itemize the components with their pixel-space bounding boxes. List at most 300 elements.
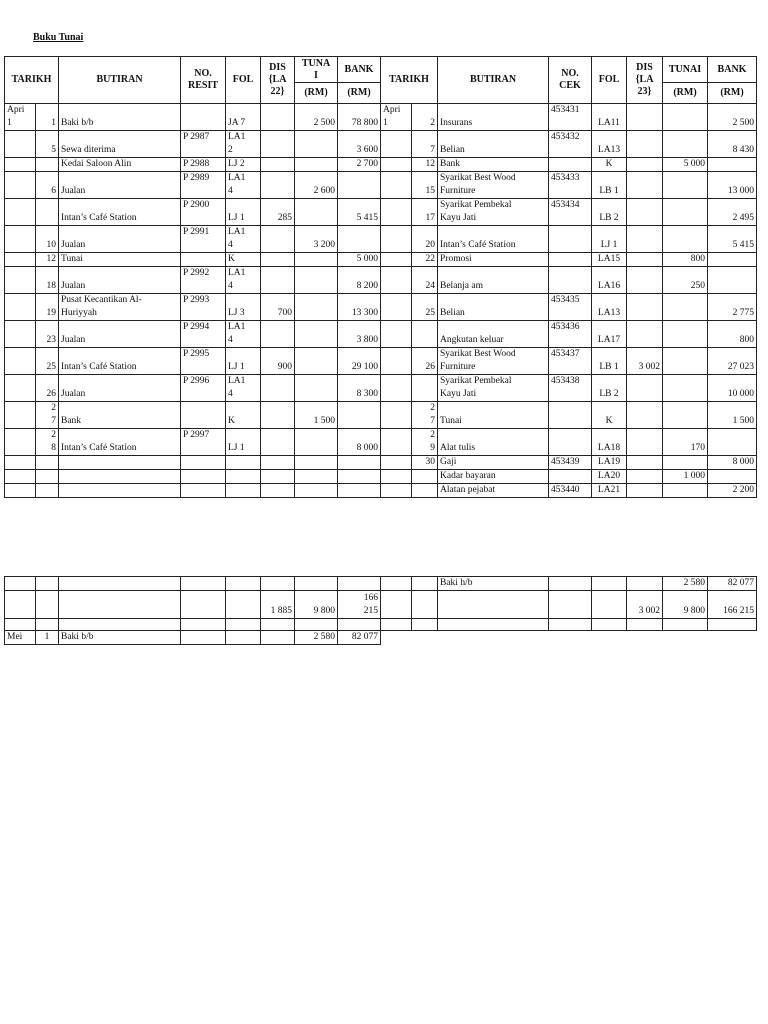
entry-folio: LJ 1: [226, 199, 261, 226]
entry-discount: [627, 158, 663, 172]
entry-folio: LA1 4: [226, 321, 261, 348]
entry-receipt-no: [181, 104, 226, 131]
entry-day: 25: [36, 348, 59, 375]
entry-discount: [261, 456, 295, 470]
entry-cheque-no: [549, 267, 592, 294]
balance-cd-bank: 82 077: [708, 577, 757, 591]
entry-bank: 5 000: [338, 253, 381, 267]
entry-receipt-no: P 2991: [181, 226, 226, 253]
entry-folio: LA21: [592, 484, 627, 498]
entry-month: [381, 158, 412, 172]
entry-bank: [708, 267, 757, 294]
entry-folio: LJ 1: [226, 348, 261, 375]
entry-particulars: [59, 484, 181, 498]
entry-receipt-no: P 2989: [181, 172, 226, 199]
entry-cheque-no: 453438: [549, 375, 592, 402]
entry-bank: 800: [708, 321, 757, 348]
entry-cheque-no: [549, 402, 592, 429]
entry-bank: [338, 172, 381, 199]
entry-discount: [261, 226, 295, 253]
entry-day: [412, 321, 438, 348]
entry-folio: K: [226, 253, 261, 267]
entry-receipt-no: P 2900: [181, 199, 226, 226]
table-row: [5, 577, 757, 591]
entry-particulars: Bank: [59, 402, 181, 429]
table-row: [5, 267, 757, 294]
entry-month: [5, 484, 36, 498]
cash-book-table: [4, 56, 757, 498]
header-bank: BANK: [708, 57, 757, 83]
entry-discount: [261, 131, 295, 158]
entry-tunai: 250: [663, 267, 708, 294]
entry-month: [5, 267, 36, 294]
total-right-diskaun: 3 002: [627, 591, 663, 619]
entry-receipt-no: [181, 470, 226, 484]
entry-folio: LA11: [592, 104, 627, 131]
entry-month: [381, 348, 412, 375]
entry-particulars: Jualan: [59, 172, 181, 199]
entry-discount: [627, 267, 663, 294]
entry-tunai: [295, 158, 338, 172]
entry-cheque-no: 453431: [549, 104, 592, 131]
entry-tunai: [295, 253, 338, 267]
entry-tunai: 1 000: [663, 470, 708, 484]
entry-tunai: 5 000: [663, 158, 708, 172]
entry-discount: [261, 158, 295, 172]
entry-day: [36, 456, 59, 470]
entry-particulars: Jualan: [59, 267, 181, 294]
entry-cheque-no: 453434: [549, 199, 592, 226]
entry-tunai: 170: [663, 429, 708, 456]
total-right-tunai: 9 800: [663, 591, 708, 619]
entry-receipt-no: P 2996: [181, 375, 226, 402]
entry-folio: LB 2: [592, 199, 627, 226]
entry-month: [5, 429, 36, 456]
entry-day: 12: [412, 158, 438, 172]
entry-folio: LA18: [592, 429, 627, 456]
entry-day: 2 9: [412, 429, 438, 456]
header-unit-rm: (RM): [663, 83, 708, 104]
entry-receipt-no: [181, 253, 226, 267]
entry-discount: [627, 226, 663, 253]
cash-book-totals-table: [4, 576, 757, 645]
entry-particulars: Angkutan keluar: [438, 321, 549, 348]
entry-day: [36, 470, 59, 484]
entry-particulars: Bank: [438, 158, 549, 172]
entry-day: [36, 199, 59, 226]
entry-month: [5, 321, 36, 348]
entry-discount: 285: [261, 199, 295, 226]
entry-discount: [261, 375, 295, 402]
entry-month: [5, 158, 36, 172]
total-left-diskaun: 1 885: [261, 591, 295, 619]
entry-cheque-no: [549, 158, 592, 172]
entry-discount: [261, 172, 295, 199]
entry-folio: JA 7: [226, 104, 261, 131]
entry-receipt-no: P 2993: [181, 294, 226, 321]
header-unit-rm: (RM): [708, 83, 757, 104]
entry-day: 25: [412, 294, 438, 321]
entry-discount: [627, 484, 663, 498]
header-tunai: TUNAI: [663, 57, 708, 83]
entry-folio: [226, 470, 261, 484]
header-fol: FOL: [226, 57, 261, 104]
entry-cheque-no: 453439: [549, 456, 592, 470]
entry-particulars: Jualan: [59, 375, 181, 402]
entry-folio: K: [226, 402, 261, 429]
entry-folio: LA1 4: [226, 172, 261, 199]
entry-tunai: [295, 429, 338, 456]
entry-discount: [261, 429, 295, 456]
entry-month: Apri 1: [381, 104, 412, 131]
balance-bd-label: Baki b/b: [59, 631, 181, 645]
page-title: Buku Tunai: [33, 32, 84, 43]
table-row: [5, 429, 757, 456]
entry-particulars: Tunai: [59, 253, 181, 267]
entry-tunai: [663, 104, 708, 131]
entry-bank: [708, 253, 757, 267]
entry-bank: 27 023: [708, 348, 757, 375]
entry-tunai: [663, 348, 708, 375]
balance-bd-month: Mei: [5, 631, 36, 645]
entry-particulars: Belian: [438, 131, 549, 158]
entry-cheque-no: 453435: [549, 294, 592, 321]
entry-cheque-no: 453440: [549, 484, 592, 498]
entry-receipt-no: [181, 456, 226, 470]
entry-bank: 1 500: [708, 402, 757, 429]
entry-particulars: Syarikat Pembekal Kayu Jati: [438, 199, 549, 226]
entry-day: 15: [412, 172, 438, 199]
entry-bank: 10 000: [708, 375, 757, 402]
entry-discount: 3 002: [627, 348, 663, 375]
entry-particulars: Alat tulis: [438, 429, 549, 456]
table-row: [5, 321, 757, 348]
entry-receipt-no: P 2995: [181, 348, 226, 375]
entry-bank: [338, 226, 381, 253]
entry-folio: [226, 456, 261, 470]
entry-month: Apri 1: [5, 104, 36, 131]
entry-folio: LA13: [592, 294, 627, 321]
entry-discount: [261, 402, 295, 429]
entry-folio: [226, 484, 261, 498]
entry-particulars: Alatan pejabat: [438, 484, 549, 498]
table-row: [5, 104, 757, 131]
table-row: [5, 199, 757, 226]
entry-day: 22: [412, 253, 438, 267]
entry-discount: [261, 484, 295, 498]
header-tarikh: TARIKH: [381, 57, 438, 104]
entry-day: 26: [36, 375, 59, 402]
entry-folio: LJ 3: [226, 294, 261, 321]
entry-day: 26: [412, 348, 438, 375]
header-diskaun-la23: DIS {LA 23}: [627, 57, 663, 104]
entry-cheque-no: 453432: [549, 131, 592, 158]
table-row: [5, 226, 757, 253]
entry-bank: 2 200: [708, 484, 757, 498]
entry-particulars: Sewa diterima: [59, 131, 181, 158]
entry-month: [5, 456, 36, 470]
entry-month: [5, 253, 36, 267]
entry-discount: [627, 375, 663, 402]
entry-particulars: Pusat Kecantikan Al- Huriyyah: [59, 294, 181, 321]
table-row: [5, 631, 757, 645]
entry-discount: [261, 321, 295, 348]
entry-particulars: [59, 456, 181, 470]
entry-folio: LJ 1: [226, 429, 261, 456]
entry-cheque-no: [549, 226, 592, 253]
entry-particulars: Syarikat Pembekal Kayu Jati: [438, 375, 549, 402]
entry-discount: [627, 470, 663, 484]
entry-discount: [261, 253, 295, 267]
entry-day: 19: [36, 294, 59, 321]
entry-day: 2: [412, 104, 438, 131]
header-diskaun-la22: DIS {LA 22}: [261, 57, 295, 104]
entry-day: [36, 484, 59, 498]
entry-discount: [627, 172, 663, 199]
entry-day: [412, 484, 438, 498]
entry-particulars: Kadar bayaran: [438, 470, 549, 484]
entry-particulars: Belian: [438, 294, 549, 321]
entry-discount: [627, 294, 663, 321]
entry-month: [381, 199, 412, 226]
header-unit-rm: (RM): [295, 83, 338, 104]
entry-particulars: Intan’s Café Station: [59, 348, 181, 375]
entry-folio: LB 1: [592, 348, 627, 375]
entry-discount: [627, 402, 663, 429]
entry-day: 23: [36, 321, 59, 348]
entry-tunai: [663, 226, 708, 253]
entry-receipt-no: P 2997: [181, 429, 226, 456]
entry-folio: LA1 2: [226, 131, 261, 158]
entry-month: [381, 484, 412, 498]
entry-day: 12: [36, 253, 59, 267]
entry-bank: 78 800: [338, 104, 381, 131]
entry-tunai: [295, 470, 338, 484]
entry-month: [381, 131, 412, 158]
entry-day: 30: [412, 456, 438, 470]
header-butiran: BUTIRAN: [59, 57, 181, 104]
entry-month: [381, 470, 412, 484]
header-unit-rm: (RM): [338, 83, 381, 104]
entry-day: 2 7: [412, 402, 438, 429]
entry-month: [381, 253, 412, 267]
entry-day: [412, 470, 438, 484]
entry-bank: 5 415: [708, 226, 757, 253]
entry-tunai: [295, 294, 338, 321]
entry-bank: [338, 470, 381, 484]
entry-month: [381, 172, 412, 199]
entry-bank: 2 500: [708, 104, 757, 131]
table-row: [5, 470, 757, 484]
entry-tunai: [295, 199, 338, 226]
entry-month: [381, 429, 412, 456]
entry-cheque-no: [549, 429, 592, 456]
entry-tunai: [663, 402, 708, 429]
entry-month: [5, 172, 36, 199]
header-tarikh: TARIKH: [5, 57, 59, 104]
entry-day: 6: [36, 172, 59, 199]
entry-particulars: Baki b/b: [59, 104, 181, 131]
entry-particulars: Belanja am: [438, 267, 549, 294]
entry-particulars: Intan’s Café Station: [59, 429, 181, 456]
entry-tunai: 2 500: [295, 104, 338, 131]
entry-month: [381, 321, 412, 348]
entry-folio: LA17: [592, 321, 627, 348]
entry-bank: 2 700: [338, 158, 381, 172]
entry-cheque-no: [549, 470, 592, 484]
entry-bank: 8 000: [708, 456, 757, 470]
entry-day: 1: [36, 104, 59, 131]
entry-bank: 3 600: [338, 131, 381, 158]
entry-month: [5, 199, 36, 226]
entry-tunai: 1 500: [295, 402, 338, 429]
entry-particulars: Kedai Saloon Alin: [59, 158, 181, 172]
entry-day: 17: [412, 199, 438, 226]
entry-folio: LA20: [592, 470, 627, 484]
entry-bank: 8 300: [338, 375, 381, 402]
entry-bank: 29 100: [338, 348, 381, 375]
entry-particulars: Jualan: [59, 321, 181, 348]
entry-particulars: Intan’s Café Station: [59, 199, 181, 226]
entry-folio: K: [592, 402, 627, 429]
entry-tunai: [663, 172, 708, 199]
entry-folio: LA1 4: [226, 375, 261, 402]
header-bank: BANK: [338, 57, 381, 83]
entry-folio: LA1 4: [226, 267, 261, 294]
balance-cd-tunai: 2 580: [663, 577, 708, 591]
entry-month: [5, 348, 36, 375]
table-row: [5, 172, 757, 199]
entry-tunai: [663, 321, 708, 348]
entry-bank: [708, 429, 757, 456]
entry-tunai: [295, 375, 338, 402]
header-no-resit: NO. RESIT: [181, 57, 226, 104]
header-fol: FOL: [592, 57, 627, 104]
entry-receipt-no: P 2992: [181, 267, 226, 294]
header-butiran: BUTIRAN: [438, 57, 549, 104]
entry-particulars: Syarikat Best Wood Furniture: [438, 172, 549, 199]
balance-bd-bank: 82 077: [338, 631, 381, 645]
entry-particulars: Jualan: [59, 226, 181, 253]
entry-cheque-no: [549, 253, 592, 267]
entry-cheque-no: 453433: [549, 172, 592, 199]
entry-tunai: 2 600: [295, 172, 338, 199]
table-row: [5, 348, 757, 375]
entry-particulars: Promosi: [438, 253, 549, 267]
entry-cheque-no: 453437: [549, 348, 592, 375]
entry-bank: 13 000: [708, 172, 757, 199]
balance-bd-tunai: 2 580: [295, 631, 338, 645]
entry-discount: [627, 429, 663, 456]
entry-receipt-no: P 2994: [181, 321, 226, 348]
totals-row: [5, 591, 757, 619]
entry-folio: LA15: [592, 253, 627, 267]
entry-folio: LA19: [592, 456, 627, 470]
entry-day: [36, 158, 59, 172]
entry-tunai: [295, 456, 338, 470]
entry-tunai: [663, 375, 708, 402]
entry-tunai: [295, 131, 338, 158]
entry-tunai: 3 200: [295, 226, 338, 253]
entry-bank: [708, 158, 757, 172]
entry-bank: 8 200: [338, 267, 381, 294]
entry-folio: LB 2: [592, 375, 627, 402]
total-left-tunai: 9 800: [295, 591, 338, 619]
entry-tunai: [663, 294, 708, 321]
entry-discount: [627, 131, 663, 158]
entry-folio: LA13: [592, 131, 627, 158]
entry-bank: 8 430: [708, 131, 757, 158]
balance-bd-day: 1: [36, 631, 59, 645]
table-row: [5, 294, 757, 321]
entry-month: [5, 131, 36, 158]
entry-bank: [338, 484, 381, 498]
total-left-bank: 166 215: [338, 591, 381, 619]
entry-month: [5, 226, 36, 253]
entry-receipt-no: [181, 484, 226, 498]
entry-receipt-no: P 2987: [181, 131, 226, 158]
entry-month: [5, 470, 36, 484]
table-row: [5, 456, 757, 470]
entry-bank: 3 800: [338, 321, 381, 348]
entry-day: [412, 375, 438, 402]
entry-particulars: Tunai: [438, 402, 549, 429]
entry-month: [381, 267, 412, 294]
table-row: [5, 158, 757, 172]
entry-bank: 2 495: [708, 199, 757, 226]
entry-particulars: Intan’s Café Station: [438, 226, 549, 253]
entry-month: [381, 456, 412, 470]
entry-day: 7: [412, 131, 438, 158]
entry-tunai: [295, 267, 338, 294]
entry-tunai: [663, 456, 708, 470]
entry-folio: LJ 1: [592, 226, 627, 253]
entry-discount: [261, 267, 295, 294]
total-right-bank: 166 215: [708, 591, 757, 619]
entry-bank: [708, 470, 757, 484]
entry-tunai: [295, 484, 338, 498]
entry-folio: LJ 2: [226, 158, 261, 172]
entry-day: 10: [36, 226, 59, 253]
entry-folio: LB 1: [592, 172, 627, 199]
entry-folio: K: [592, 158, 627, 172]
entry-month: [5, 375, 36, 402]
entry-discount: 700: [261, 294, 295, 321]
entry-bank: 8 000: [338, 429, 381, 456]
entry-bank: 2 775: [708, 294, 757, 321]
entry-discount: [261, 470, 295, 484]
entry-folio: LA1 4: [226, 226, 261, 253]
entry-discount: 900: [261, 348, 295, 375]
table-row: [5, 484, 757, 498]
entry-discount: [261, 104, 295, 131]
entry-particulars: Insurans: [438, 104, 549, 131]
entry-particulars: [59, 470, 181, 484]
entry-day: 2 7: [36, 402, 59, 429]
table-row: [5, 619, 757, 631]
balance-cd-label: Baki h/b: [438, 577, 549, 591]
entry-receipt-no: P 2988: [181, 158, 226, 172]
entry-particulars: Syarikat Best Wood Furniture: [438, 348, 549, 375]
entry-tunai: [663, 484, 708, 498]
entry-day: 20: [412, 226, 438, 253]
entry-discount: [627, 321, 663, 348]
entry-month: [381, 402, 412, 429]
table-row: [5, 375, 757, 402]
entry-bank: [338, 402, 381, 429]
entry-tunai: [663, 131, 708, 158]
entry-tunai: [295, 321, 338, 348]
